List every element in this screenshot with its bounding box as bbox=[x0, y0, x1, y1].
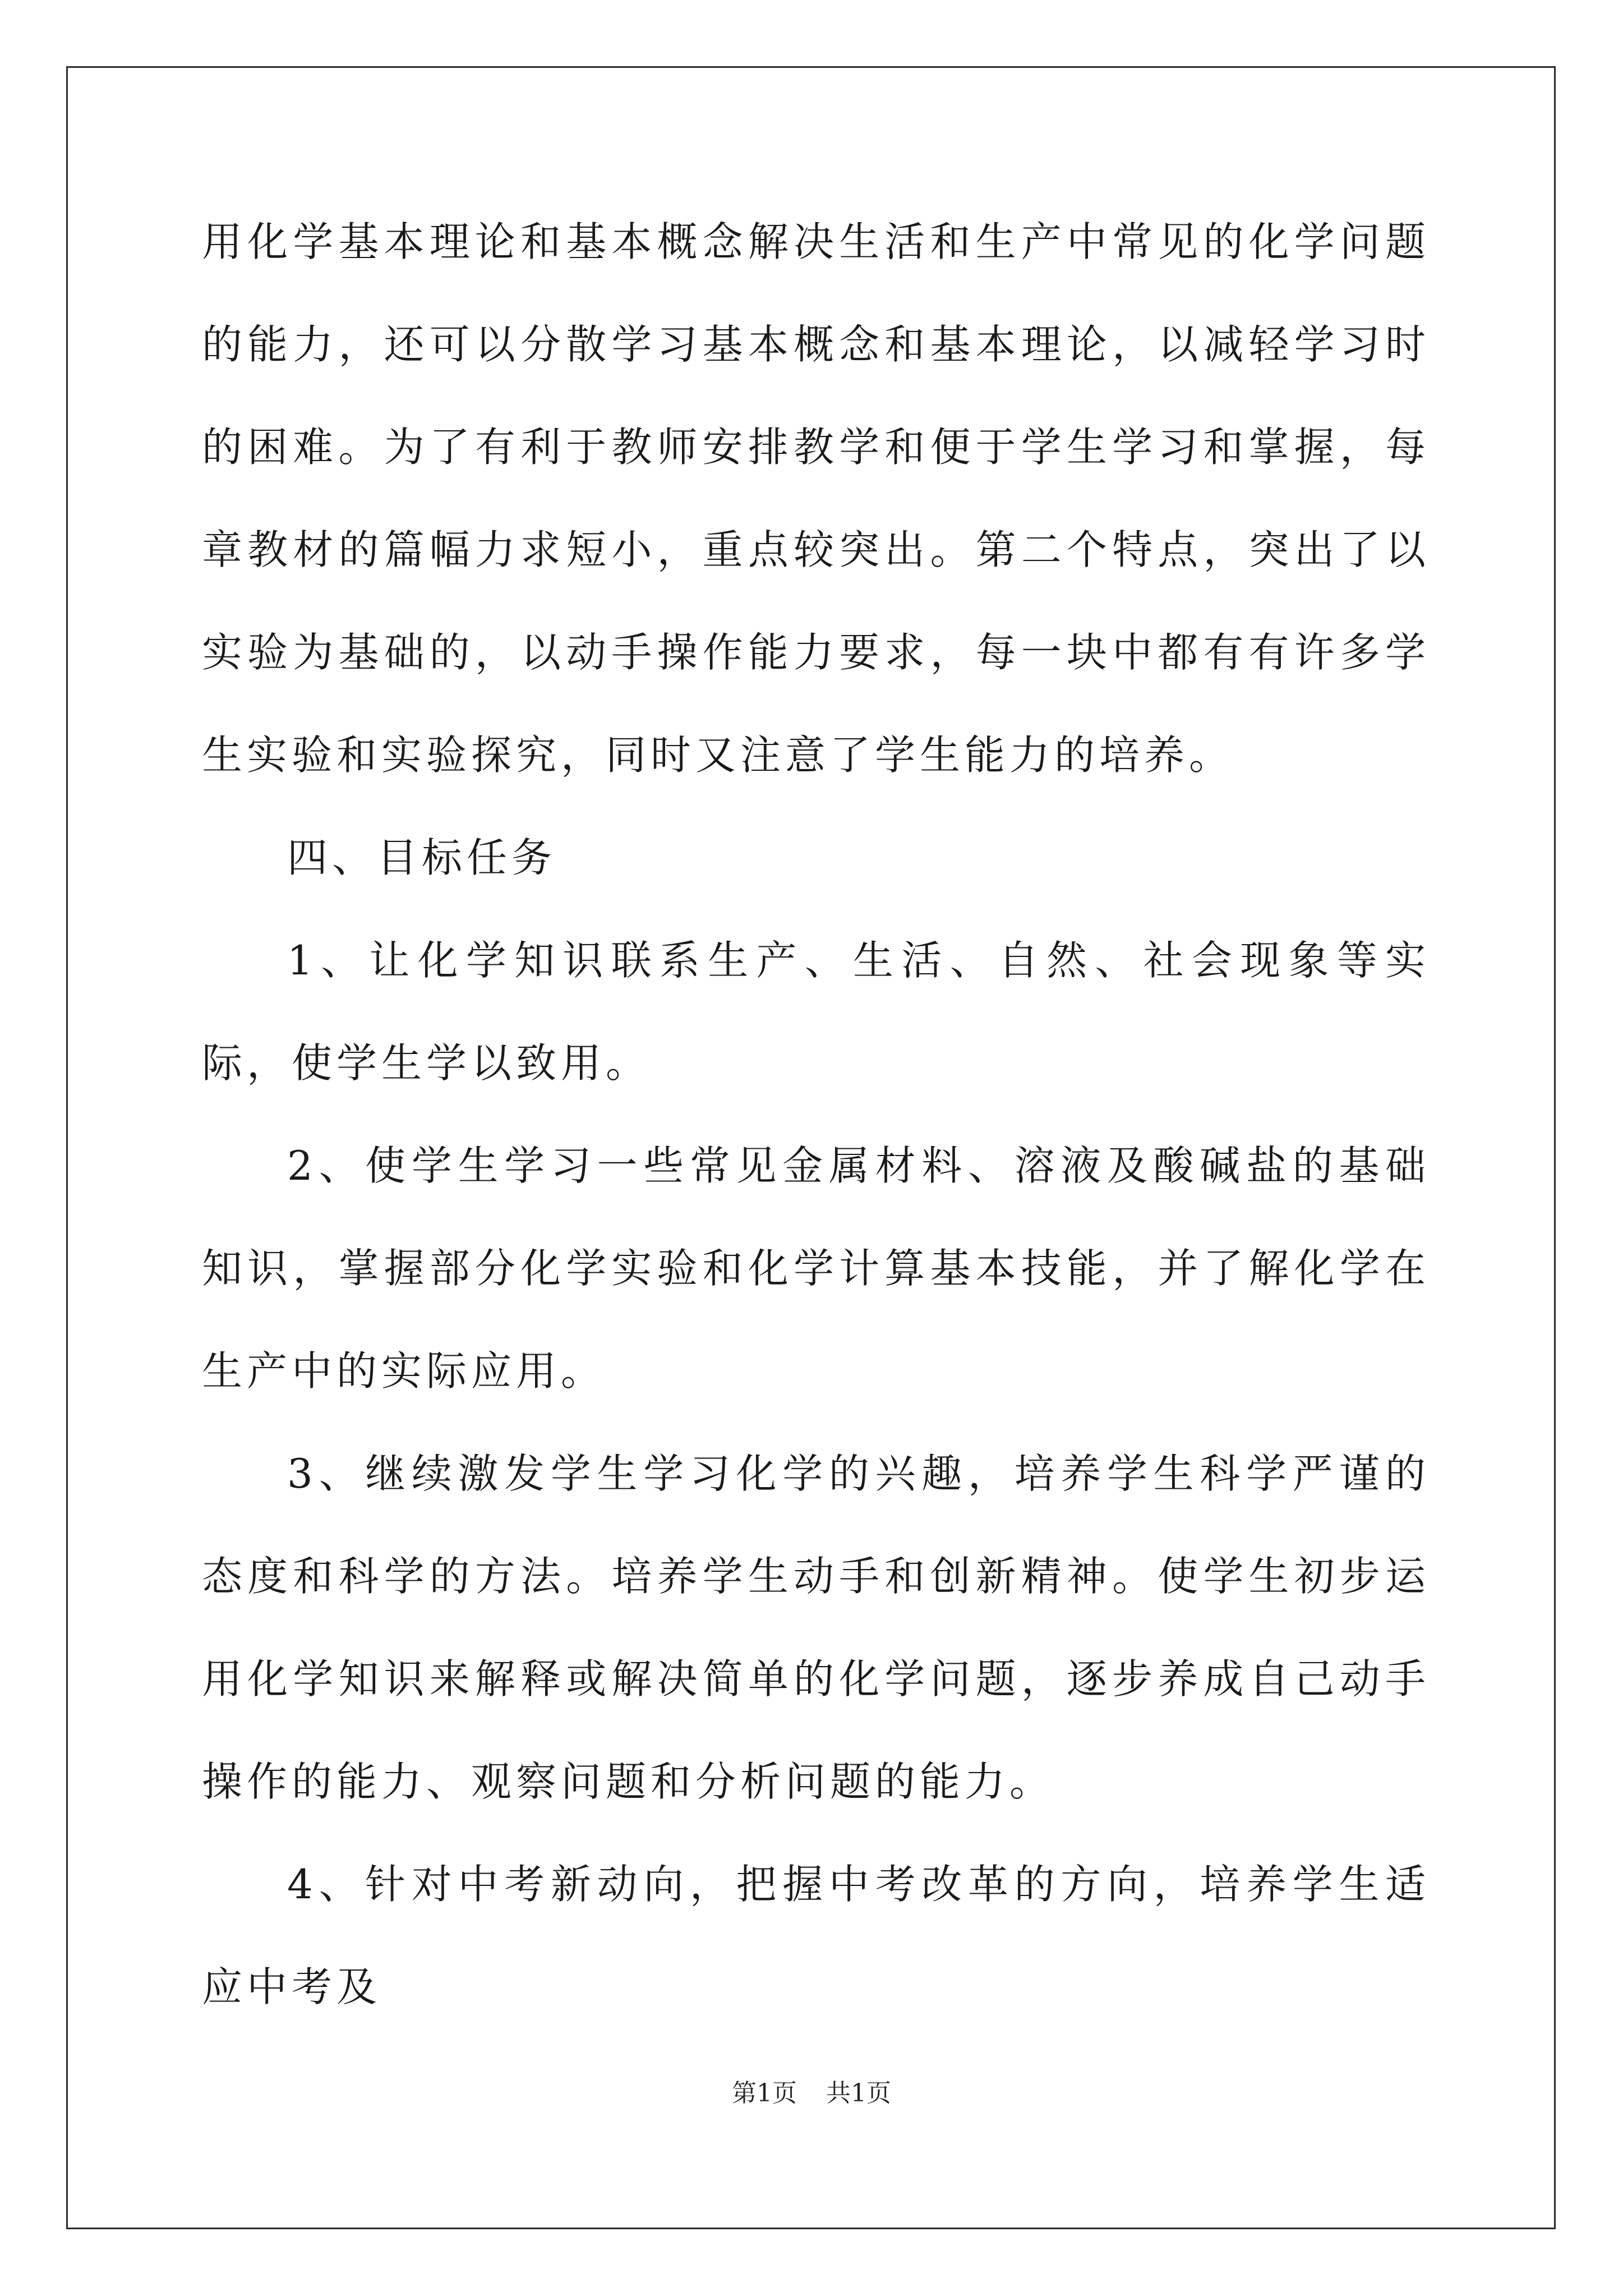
page-number: 第1页 bbox=[732, 2079, 797, 2108]
section-heading: 四、目标任务 bbox=[287, 834, 557, 881]
document-body bbox=[202, 191, 1430, 2039]
list-item: 1、让化学知识联系生产、生活、自然、社会现象等实际，使学生学以致用。 bbox=[202, 937, 1430, 1087]
list-item: 3、继续激发学生学习化学的兴趣，培养学生科学严谨的态度和科学的方法。培养学生动手和创新精神。使学生初步运用化学知识来解释或解决简单的化学问题，逐步养成自己动手操作的能力、观察问题和分析问题的能力。 bbox=[202, 1450, 1430, 1805]
page-footer bbox=[0, 2077, 1623, 2110]
list-item: 4、针对中考新动向，把握中考改革的方向，培养学生适应中考及 bbox=[202, 1861, 1430, 2010]
paragraph: 用化学基本理论和基本概念解决生活和生产中常见的化学问题的能力，还可以分散学习基本概念和基本理论，以减轻学习时的困难。为了有利于教师安排教学和便于学生学习和掌握，每章教材的篇幅力求短小，重点较突出。第二个特点，突出了以实验为基础的，以动手操作能力要求，每一块中都有有许多学生实验和实验探究，同时又注意了学生能力的培养。 bbox=[202, 218, 1430, 779]
page-count: 共1页 bbox=[826, 2079, 891, 2108]
list-item: 2、使学生学习一些常见金属材料、溶液及酸碱盐的基础知识，掌握部分化学实验和化学计算基本技能，并了解化学在生产中的实际应用。 bbox=[202, 1142, 1430, 1395]
